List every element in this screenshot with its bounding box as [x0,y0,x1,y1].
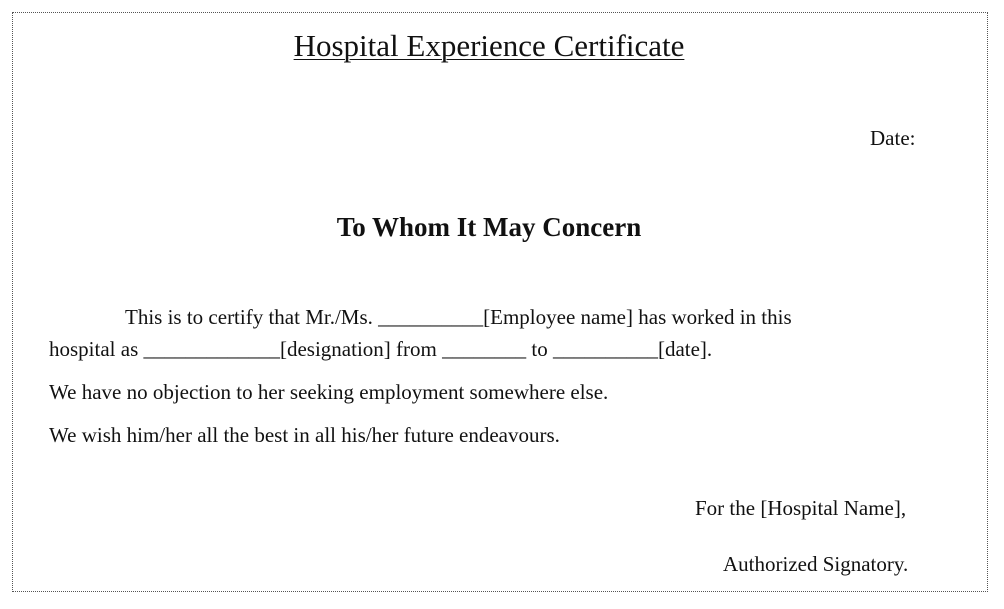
salutation-heading: To Whom It May Concern [336,212,642,242]
certificate-title: Hospital Experience Certificate [293,28,685,63]
body-line-4: We wish him/her all the best in all his/her future endeavours. [49,423,560,447]
body-line-1: This is to certify that Mr./Ms. __________[Employee name] has worked in this [125,305,792,329]
body-line-3: We have no objection to her seeking employment somewhere else. [49,380,609,404]
body-line-2: hospital as _____________[designation] from ________ to __________[date]. [49,337,713,361]
closing-for-line: For the [Hospital Name], [695,496,907,520]
authorized-signatory: Authorized Signatory. [723,552,909,576]
date-label: Date: [870,126,916,150]
